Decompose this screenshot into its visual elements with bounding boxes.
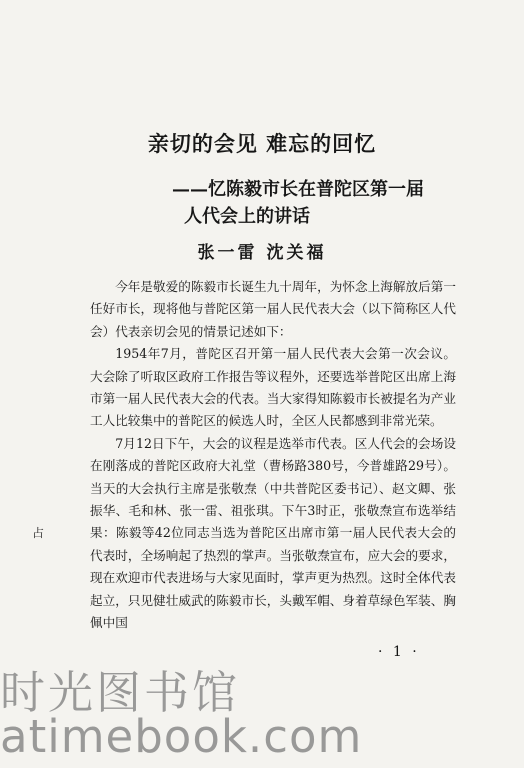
paragraph-2: 1954年7月，普陀区召开第一届人民代表大会第一次会议。大会除了听取区政府工作报告等议程外，还要选举普陀区出席上海市第一届人民代表大会的代表。当大家得知陈毅市长被提名为产业工人比较集中的普陀区的候选人时，全区人民都感到非常光荣。: [90, 346, 456, 429]
paragraph-3: 7月12日下午，大会的议程是选举市代表。区人代会的会场设在刚落成的普陀区政府大礼堂（曹杨路380号，今普雄路29号）。当天的大会执行主席是张敬焘（中共普陀区委书记）、赵文卿、张振华、毛和林、张一雷、祖张琪。下午3时正，张敬焘宣布选举结果：陈毅等42位同志当选为普陀区出席市第一届人民代表大会的代表时，全场响起了热烈的掌声。当张敬焘宣布，应大会的要求，现在欢迎市代表进场与大家见面时，掌声更为热烈。这时全体代表起立，只见健壮威武的陈毅市长，头戴军帽、身着草绿色军装、胸佩中国: [90, 435, 456, 631]
watermark-chinese-text: 时光图书馆: [0, 666, 241, 719]
page-number: · 1 ·: [378, 644, 420, 660]
article-subtitle: [172, 176, 424, 230]
watermark-url-text: atimebook.com: [0, 710, 363, 763]
article-authors: 张一雷 沈关福: [197, 243, 327, 263]
watermark: [0, 652, 524, 768]
paragraph-1: 今年是敬爱的陈毅市长诞生九十周年，为怀念上海解放后第一任好市长，现将他与普陀区第一届人民代表大会（以下简称区人代会）代表亲切会见的情景记述如下：: [90, 279, 456, 339]
article-body: [90, 276, 456, 635]
subtitle-line-1: ——忆陈毅市长在普陀区第一届: [172, 179, 424, 200]
subtitle-line-2: 人代会上的讲话: [184, 206, 310, 227]
article-title: 亲切的会见 难忘的回忆: [147, 131, 377, 156]
margin-mark: 占: [32, 526, 45, 540]
